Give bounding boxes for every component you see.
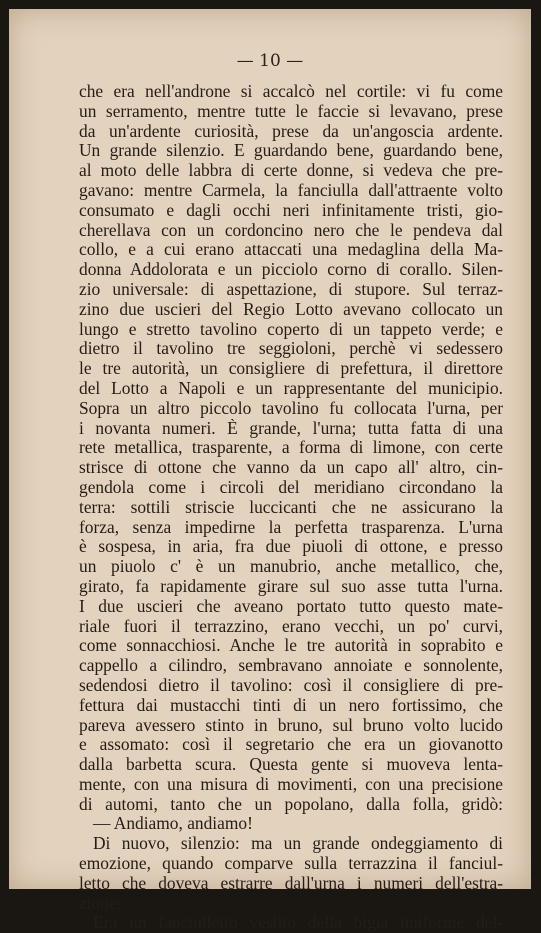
text-line: letto che doveva estrarre dall'urna i numeri dell'estra- bbox=[79, 873, 503, 893]
text-line: cappello a cilindro, sembravano annoiate e sonnolente, bbox=[79, 656, 503, 676]
text-line: al moto delle labbra di certe donne, si vedeva che pre- bbox=[79, 161, 503, 181]
text-line: cherellava con un cordoncino nero che le pendeva dal bbox=[79, 220, 503, 240]
text-line: lungo e stretto tavolino coperto di un tappeto verde; e bbox=[79, 319, 503, 339]
book-page bbox=[9, 9, 531, 933]
text-line: fettura dai mustacchi tinti di un nero fortissimo, che bbox=[79, 695, 503, 715]
text-line: e assomato: così il segretario che era un giovanotto bbox=[79, 735, 503, 755]
text-line: forza, senza impedirne la perfetta trasparenza. L'urna bbox=[79, 517, 503, 537]
text-line: girato, fa rapidamente girare sul suo asse tutta l'urna. bbox=[79, 576, 503, 596]
text-line: gendola come i circoli del meridiano circondano la bbox=[79, 477, 503, 497]
text-line: zione. bbox=[79, 893, 122, 913]
text-line: che era nell'androne si accalcò nel cortile: vi fu come bbox=[79, 82, 503, 101]
text-line: da un'ardente curiosità, prese da un'angoscia ardente. bbox=[79, 121, 503, 141]
text-line: sedendosi dietro il tavolino: così il consigliere di pre- bbox=[79, 675, 503, 695]
text-line: di automi, tanto che un popolano, dalla folla, gridò: bbox=[79, 794, 503, 814]
text-line: rete metallica, trasparente, a forma di limone, con certe bbox=[79, 438, 503, 458]
text-line: Era un fanciulletto vestito della bigia uniforme del- bbox=[93, 913, 503, 933]
text-line: zio universale: di aspettazione, di stupore. Sul terraz- bbox=[79, 279, 503, 299]
text-line: gavano: mentre Carmela, la fanciulla dall'attraente volto bbox=[79, 180, 503, 200]
text-line: — Andiamo, andiamo! bbox=[93, 814, 253, 834]
text-line: è sospesa, in aria, fra due piuoli di ottone, e presso bbox=[79, 537, 503, 557]
text-line: i novanta numeri. È grande, l'urna; tutta fatta di una bbox=[79, 418, 503, 438]
page-number: — 10 — bbox=[236, 51, 304, 71]
text-line: le tre autorità, un consigliere di prefettura, il direttore bbox=[79, 359, 503, 379]
body-text bbox=[79, 82, 503, 933]
text-line: I due uscieri che aveano portato tutto questo mate- bbox=[79, 596, 503, 616]
text-line: Sopra un altro piccolo tavolino fu collocata l'urna, per bbox=[79, 398, 503, 418]
text-line: un serramento, mentre tutte le faccie si levavano, prese bbox=[79, 101, 503, 121]
text-line: zino due uscieri del Regio Lotto avevano collocato un bbox=[79, 299, 503, 319]
text-line: consumato e dagli occhi neri infinitamente tristi, gio- bbox=[79, 200, 503, 220]
text-line: riale fuori il terrazzino, erano vecchi, un po' curvi, bbox=[79, 616, 503, 636]
text-line: emozione, quando comparve sulla terrazzina il fanciul- bbox=[79, 854, 503, 874]
text-line: del Lotto a Napoli e un rappresentante del municipio. bbox=[79, 378, 503, 398]
text-line: mente, con una misura di movimenti, con una precisione bbox=[79, 774, 503, 794]
text-line: Di nuovo, silenzio: ma un grande ondeggiamento di bbox=[93, 834, 503, 854]
text-line: donna Addolorata e un picciolo corno di corallo. Silen- bbox=[79, 260, 503, 280]
text-line: come sonnacchiosi. Anche le tre autorità in soprabito e bbox=[79, 636, 503, 656]
text-line: Un grande silenzio. E guardando bene, guardando bene, bbox=[79, 141, 503, 161]
text-line: strisce di ottone che vanno da un capo all' altro, cin- bbox=[79, 458, 503, 478]
text-line: un piuolo c' è un manubrio, anche metallico, che, bbox=[79, 557, 503, 577]
text-line: dietro il tavolino tre seggioloni, perchè vi sedessero bbox=[79, 339, 503, 359]
text-line: terra: sottili striscie luccicanti che ne assicurano la bbox=[79, 497, 503, 517]
text-line: collo, e a cui erano attaccati una medaglina della Ma- bbox=[79, 240, 503, 260]
text-line: pareva avessero stinto in bruno, sul bruno volto lucido bbox=[79, 715, 503, 735]
text-line: dalla barbetta scura. Questa gente si muoveva lenta- bbox=[79, 755, 503, 775]
